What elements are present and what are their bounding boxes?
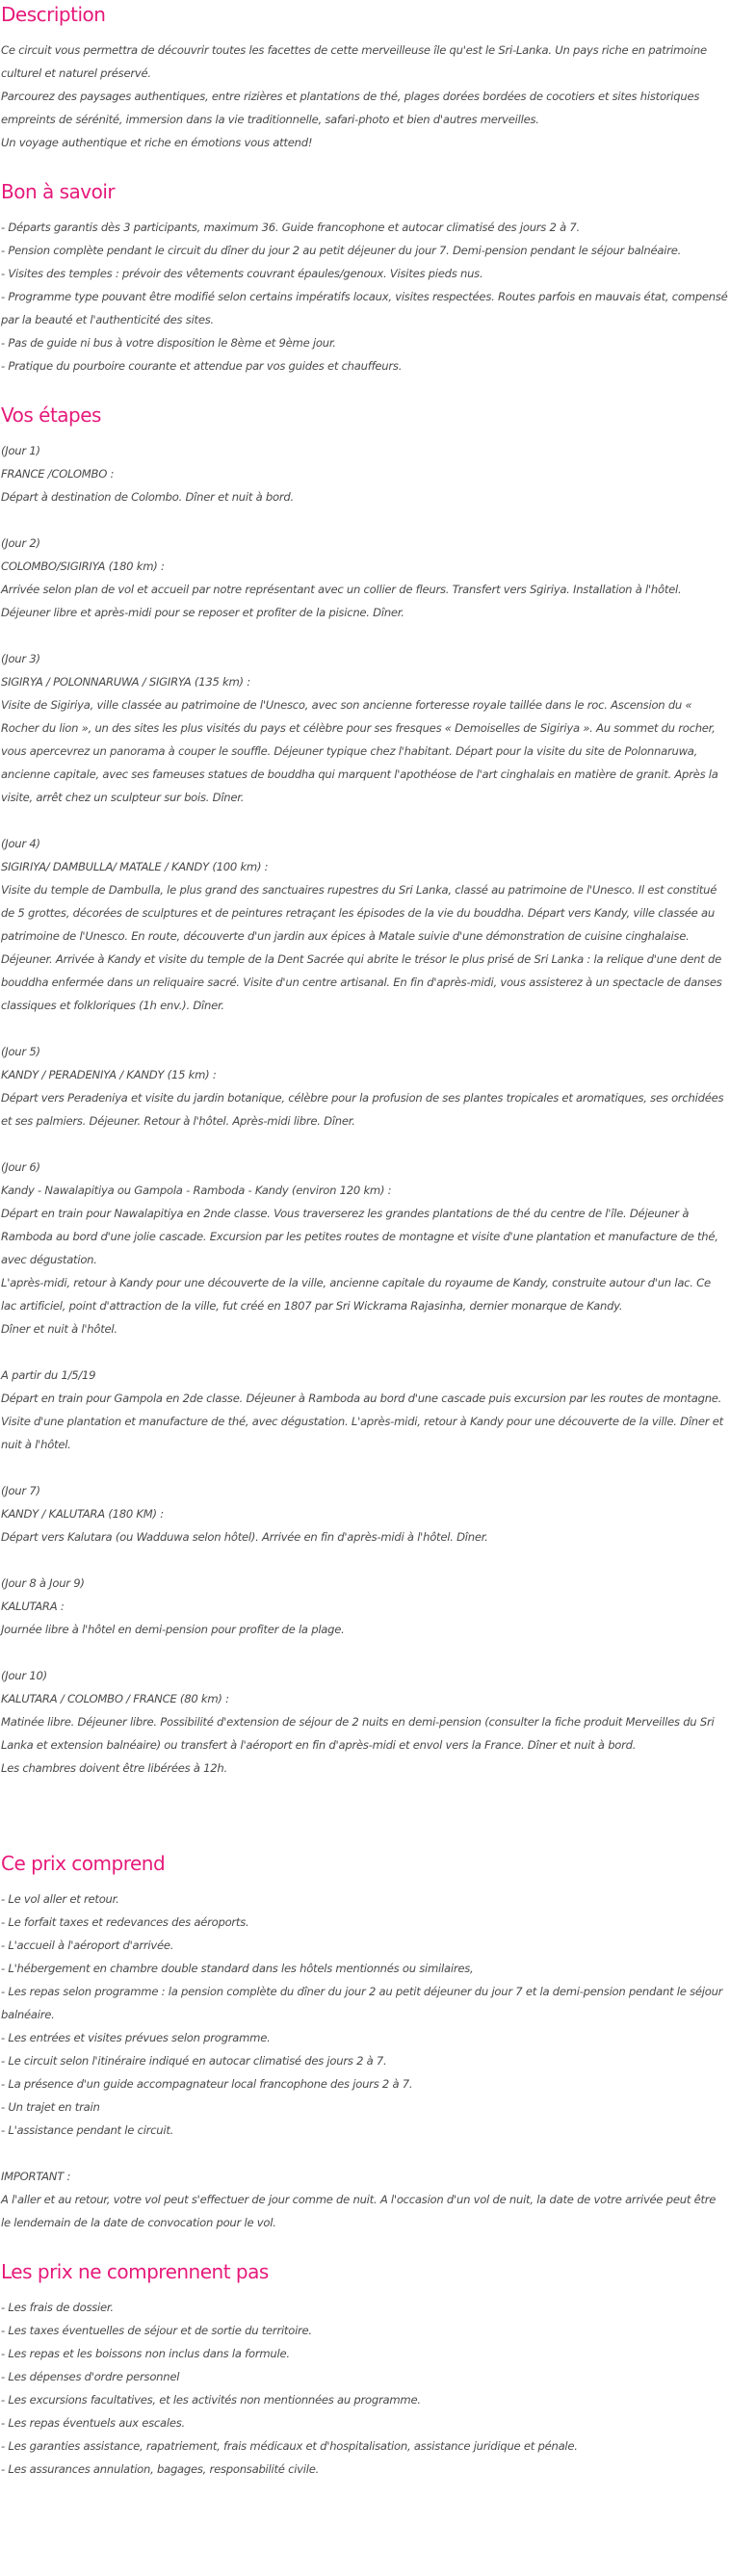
day-text: Journée libre à l'hôtel en demi-pension pour profiter de la plage. [1, 1623, 345, 1636]
excluded-item: - Les repas et les boissons non inclus dans la formule. [1, 2347, 290, 2360]
important-text: A l'aller et au retour, votre vol peut s'effectuer de jour comme de nuit. A l'occasion d'un vol de nuit, la date de votre arrivée peut être le lendemain de la date de convocation pour le vol. [1, 2193, 717, 2229]
day-heading: KANDY / KALUTARA (180 KM) : [1, 1507, 164, 1521]
day-number: (Jour 7) [1, 1484, 40, 1497]
excluded-item: - Les assurances annulation, bagages, responsabilité civile. [1, 2462, 320, 2476]
itinerary-day [1, 1664, 728, 1780]
day-text: Départ en train pour Nawalapitiya en 2nde classe. Vous traverserez les grandes plantations de thé du centre de l'île. Déjeuner à Ramboda au bord d'une jolie cascade. Excursion par les petites routes de montagne et visite d'une plantation et manufacture de thé, avec dégustation. [1, 1207, 718, 1266]
excluded-item: - Les excursions facultatives, et les activités non mentionnées au programme. [1, 2393, 421, 2407]
day-number: (Jour 6) [1, 1160, 40, 1174]
excluded-item: - Les frais de dossier. [1, 2301, 114, 2314]
info-line: - Départs garantis dès 3 participants, maximum 36. Guide francophone et autocar climatisé des jours 2 à 7. [1, 221, 580, 234]
day-text: Dîner et nuit à l'hôtel. [1, 1322, 117, 1336]
important-label: IMPORTANT : [1, 2170, 71, 2183]
day-number: (Jour 3) [1, 652, 40, 665]
section-title-bon-a-savoir: Bon à savoir [1, 180, 116, 203]
day-text: Départ vers Kalutara (ou Wadduwa selon hôtel). Arrivée en fin d'après-midi à l'hôtel. Dîner. [1, 1530, 488, 1544]
itinerary-day [1, 1479, 728, 1548]
included-item: - Un trajet en train [1, 2100, 100, 2114]
day-variant-text: Départ en train pour Gampola en 2de classe. Déjeuner à Ramboda au bord d'une cascade puis excursion par les routes de montagne. Visite d'une plantation et manufacture de thé, avec dégustation. L'après-midi, retour à Kandy pour une découverte de la ville. Dîner et nuit à l'hôtel. [1, 1392, 723, 1451]
day-number: (Jour 2) [1, 536, 40, 550]
info-line: - Programme type pouvant être modifié selon certains impératifs locaux, visites respectées. Routes parfois en mauvais état, compensé par la beauté et l'authenticité des sites. [1, 290, 728, 326]
section-title-etapes: Vos étapes [1, 403, 101, 427]
itinerary-day [1, 1572, 728, 1641]
included-item: - Les entrées et visites prévues selon programme. [1, 2031, 271, 2044]
day-heading: KALUTARA / COLOMBO / FRANCE (80 km) : [1, 1692, 229, 1705]
day-heading: FRANCE /COLOMBO : [1, 467, 115, 481]
itinerary-day [1, 832, 728, 1017]
excluded-item: - Les garanties assistance, rapatriement, frais médicaux et d'hospitalisation, assistance juridique et pénale. [1, 2439, 578, 2453]
day-text: L'après-midi, retour à Kandy pour une découverte de la ville, ancienne capitale du royaume de Kandy, construite autour d'un lac. Ce lac artificiel, point d'attraction de la ville, fut créé en 1807 par Sri Wickrama Rajasinha, dernier monarque de Kandy. [1, 1276, 711, 1313]
included-item: - Le circuit selon l'itinéraire indiqué en autocar climatisé des jours 2 à 7. [1, 2054, 387, 2068]
day-heading: KANDY / PERADENIYA / KANDY (15 km) : [1, 1068, 217, 1081]
description-line: Un voyage authentique et riche en émotions vous attend! [1, 136, 313, 149]
day-number: (Jour 1) [1, 444, 40, 457]
section-title-description: Description [1, 3, 106, 26]
day-text: Départ vers Peradeniya et visite du jardin botanique, célèbre pour la profusion de ses plantes tropicales et aromatiques, ses orchidées et ses palmiers. Déjeuner. Retour à l'hôtel. Après-midi libre. Dîner. [1, 1091, 724, 1128]
day-text: Départ à destination de Colombo. Dîner et nuit à bord. [1, 490, 294, 504]
info-line: - Pratique du pourboire courante et attendue par vos guides et chauffeurs. [1, 359, 403, 373]
description-line: Parcourez des paysages authentiques, entre rizières et plantations de thé, plages dorées bordées de cocotiers et sites historiques empreints de sérénité, immersion dans la vie traditionnelle, safari-photo et bien d'autres merveilles. [1, 90, 700, 126]
day-text: Matinée libre. Déjeuner libre. Possibilité d'extension de séjour de 2 nuits en demi-pension (consulter la fiche produit Merveilles du Sri Lanka et extension balnéaire) ou transfert à l'aéroport en fin d'après-midi et envol vers la France. Dîner et nuit à bord. [1, 1715, 715, 1752]
day-text: Visite de Sigiriya, ville classée au patrimoine de l'Unesco, avec son ancienne forteresse royale taillée dans le roc. Ascension du « Rocher du lion », un des sites les plus visités du pays et célèbre pour ses fresques « Demoiselles de Sigiriya ». Au sommet du rocher, vous apercevrez un panorama à couper le souffle. Déjeuner typique chez l'habitant. Départ pour la visite du site de Polonnaruwa, ancienne capitale, avec ses fameuses statues de bouddha qui marquent l'apothéose de l'art cinghalais en matière de granit. Après la visite, arrêt chez un sculpteur sur bois. Dîner. [1, 698, 718, 804]
included-item: - Les repas selon programme : la pension complète du dîner du jour 2 au petit déjeuner du jour 7 et la demi-pension pendant le séjour balnéaire. [1, 1985, 723, 2021]
day-text: Les chambres doivent être libérées à 12h. [1, 1761, 227, 1775]
day-heading: COLOMBO/SIGIRIYA (180 km) : [1, 559, 165, 573]
info-line: - Pas de guide ni bus à votre disposition le 8ème et 9ème jour. [1, 336, 336, 350]
section-title-prix-comprend: Ce prix comprend [1, 1852, 166, 1875]
day-heading: SIGIRYA / POLONNARUWA / SIGIRYA (135 km) : [1, 675, 250, 689]
day-text: Visite du temple de Dambulla, le plus grand des sanctuaires rupestres du Sri Lanka, classé au patrimoine de l'Unesco. Il est constitué de 5 grottes, décorées de sculptures et de peintures retraçant les épisodes de la vie du bouddha. Départ vers Kandy, ville classée au patrimoine de l'Unesco. En route, découverte d'un jardin aux épices à Matale suivie d'une démonstration de cuisine cinghalaise. Déjeuner. Arrivée à Kandy et visite du temple de la Dent Sacrée qui abrite le trésor le plus prisé de Sri Lanka : la relique d'une dent de bouddha enfermée dans un reliquaire sacré. Visite d'un centre artisanal. En fin d'après-midi, vous assisterez à un spectacle de danses classiques et folkloriques (1h env.). Dîner. [1, 883, 722, 1012]
excluded-item: - Les repas éventuels aux escales. [1, 2416, 185, 2430]
excluded-item: - Les taxes éventuelles de séjour et de sortie du territoire. [1, 2324, 312, 2337]
excluded-item: - Les dépenses d'ordre personnel [1, 2370, 180, 2383]
day-number: (Jour 8 à Jour 9) [1, 1576, 85, 1590]
day-heading: KALUTARA : [1, 1600, 65, 1613]
day-text: Arrivée selon plan de vol et accueil par notre représentant avec un collier de fleurs. Transfert vers Sgiriya. Installation à l'hôtel. Déjeuner libre et après-midi pour se reposer et profiter de la pisicne. Dîner. [1, 583, 682, 619]
included-item: - L'hébergement en chambre double standard dans les hôtels mentionnés ou similaires, [1, 1962, 474, 1975]
included-item: - L'assistance pendant le circuit. [1, 2123, 174, 2137]
itinerary-day [1, 1156, 728, 1456]
included-item: - Le forfait taxes et redevances des aéroports. [1, 1915, 249, 1929]
included-item: - La présence d'un guide accompagnateur local francophone des jours 2 à 7. [1, 2077, 413, 2091]
day-heading: Kandy - Nawalapitiya ou Gampola - Ramboda - Kandy (environ 120 km) : [1, 1184, 392, 1197]
itinerary-day [1, 1040, 728, 1132]
day-variant-heading: A partir du 1/5/19 [1, 1368, 96, 1382]
itinerary-day [1, 647, 728, 809]
description-line: Ce circuit vous permettra de découvrir toutes les facettes de cette merveilleuse île qu'est le Sri-Lanka. Un pays riche en patrimoine culturel et naturel préservé. [1, 43, 707, 80]
day-number: (Jour 5) [1, 1045, 40, 1058]
included-item: - Le vol aller et retour. [1, 1892, 119, 1906]
included-item: - L'accueil à l'aéroport d'arrivée. [1, 1939, 174, 1952]
day-heading: SIGIRIYA/ DAMBULLA/ MATALE / KANDY (100 km) : [1, 860, 269, 873]
day-number: (Jour 4) [1, 837, 40, 850]
info-line: - Visites des temples : prévoir des vêtements couvrant épaules/genoux. Visites pieds nus. [1, 267, 483, 280]
section-title-prix-ne-comprennent-pas: Les prix ne comprennent pas [1, 2260, 269, 2283]
itinerary-day [1, 439, 728, 508]
itinerary-day [1, 532, 728, 624]
info-line: - Pension complète pendant le circuit du dîner du jour 2 au petit déjeuner du jour 7. Demi-pension pendant le séjour balnéaire. [1, 244, 682, 257]
day-number: (Jour 10) [1, 1669, 47, 1682]
